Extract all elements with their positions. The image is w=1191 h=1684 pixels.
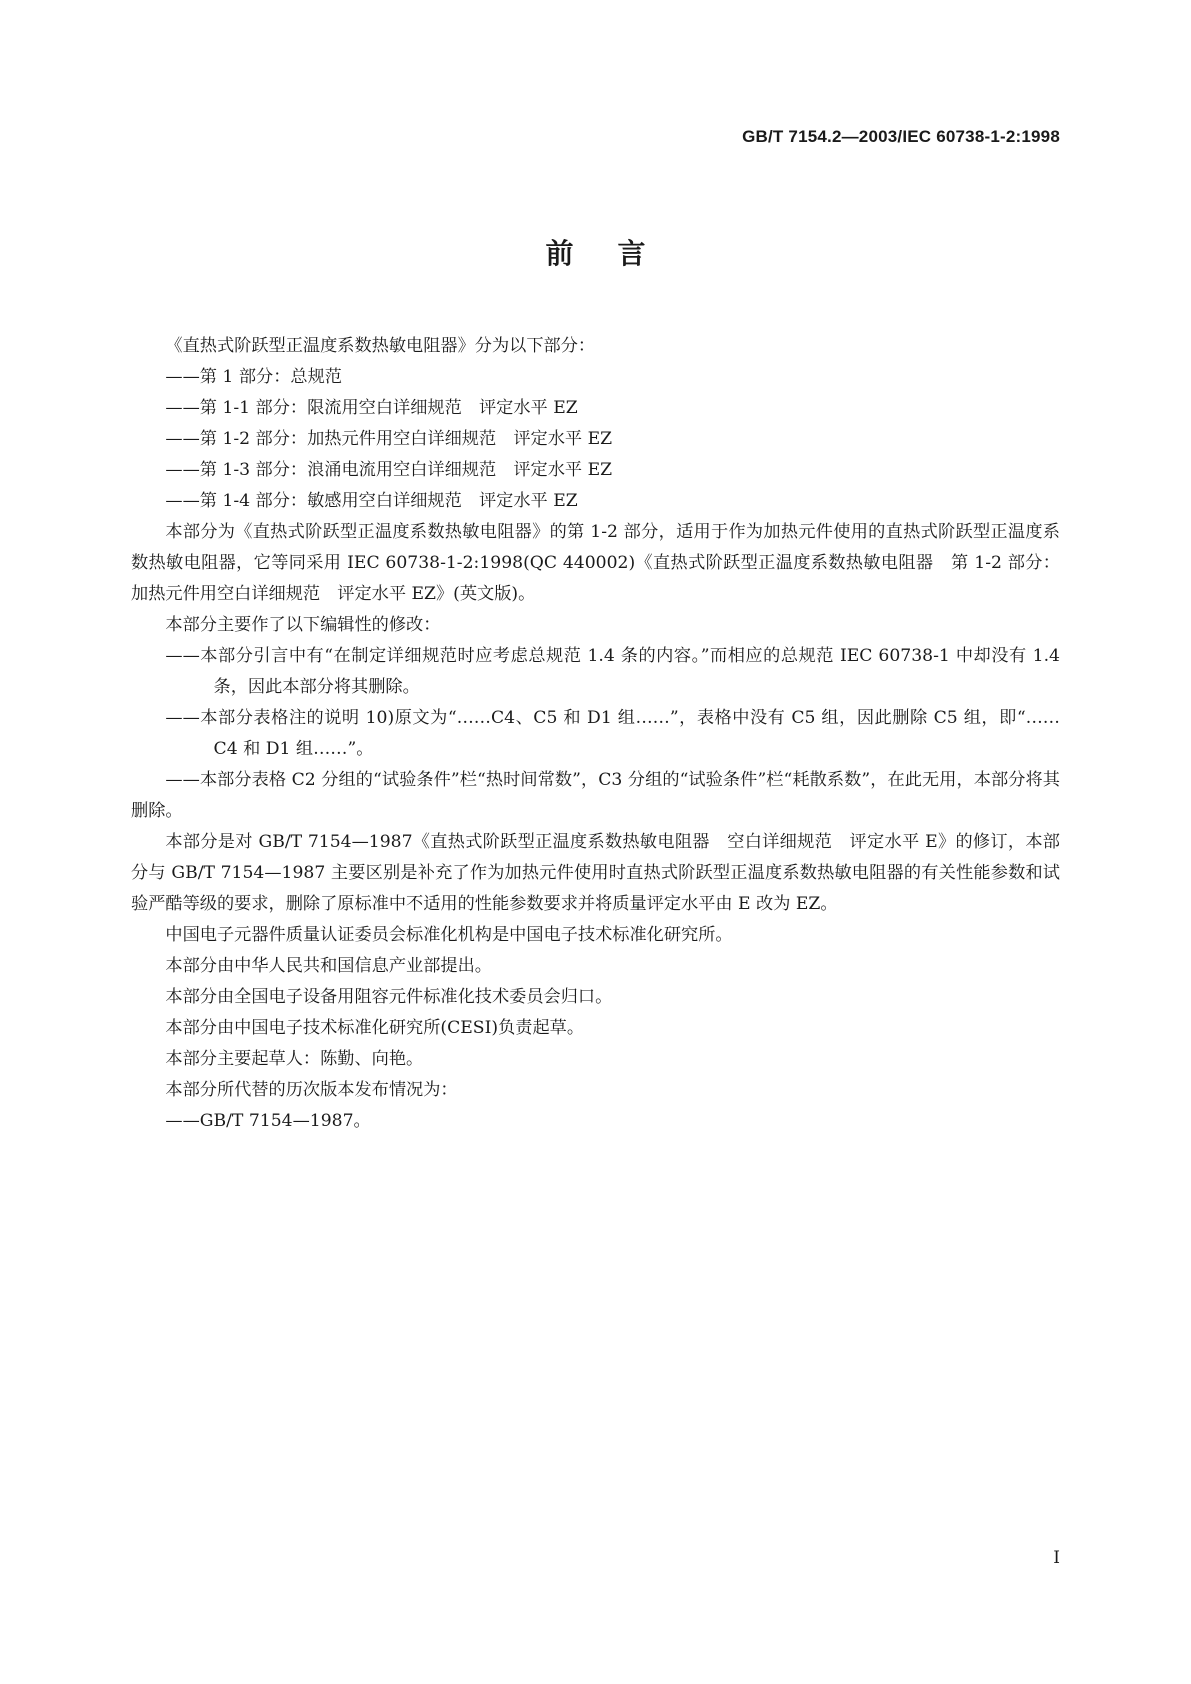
main-drafters: 本部分主要起草人：陈勤、向艳。 (165, 1049, 424, 1069)
foreword-body (131, 331, 1060, 1137)
drafted-by: 本部分由中国电子技术标准化研究所(CESI)负责起草。 (165, 1018, 585, 1038)
part-item-1-1: ——第 1-1 部分：限流用空白详细规范 评定水平 EZ (165, 398, 578, 418)
page-title: 前言 (545, 237, 690, 270)
centralized-by: 本部分由全国电子设备用阻容元件标准化技术委员会归口。 (165, 987, 613, 1007)
part-item-1-4: ——第 1-4 部分：敏感用空白详细规范 评定水平 EZ (165, 491, 578, 511)
history-intro: 本部分所代替的历次版本发布情况为： (165, 1080, 458, 1100)
scope-paragraph: 本部分为《直热式阶跃型正温度系数热敏电阻器》的第 1-2 部分，适用于作为加热元件使用的直热式阶跃型正温度系数热敏电阻器，它等同采用 IEC 60738-1-2:1998(QC 440002)《直热式阶跃型正温度系数热敏电阻器 第 1-2 部分：加热元件用空白详细规范 评定水平 EZ》(英文版)。 (131, 522, 1060, 604)
proposed-by: 本部分由中华人民共和国信息产业部提出。 (165, 956, 492, 976)
part-item-1: ——第 1 部分：总规范 (165, 367, 342, 387)
part-item-1-3: ——第 1-3 部分：浪涌电流用空白详细规范 评定水平 EZ (165, 460, 613, 480)
parts-intro: 《直热式阶跃型正温度系数热敏电阻器》分为以下部分： (165, 336, 596, 356)
modification-item-1: ——本部分引言中有“在制定详细规范时应考虑总规范 1.4 条的内容。”而相应的总规范 IEC 60738-1 中却没有 1.4 条，因此本部分将其删除。 (165, 646, 1060, 697)
modification-item-2: ——本部分表格注的说明 10)原文为“……C4、C5 和 D1 组……”，表格中没有 C5 组，因此删除 C5 组，即“……C4 和 D1 组……”。 (165, 708, 1060, 759)
standard-number-header: GB/T 7154.2—2003/IEC 60738-1-2:1998 (742, 127, 1060, 146)
modifications-intro: 本部分主要作了以下编辑性的修改： (165, 615, 441, 635)
revision-paragraph: 本部分是对 GB/T 7154—1987《直热式阶跃型正温度系数热敏电阻器 空白详细规范 评定水平 E》的修订，本部分与 GB/T 7154—1987 主要区别是补充了作为加热元件使用时直热式阶跃型正温度系数热敏电阻器的有关性能参数和试验严酷等级的要求，删除了原标准中不适用的性能参数要求并将质量评定水平由 E 改为 EZ。 (131, 832, 1060, 914)
page-number: I (1053, 1548, 1060, 1568)
modification-item-3: ——本部分表格 C2 分组的“试验条件”栏“热时间常数”，C3 分组的“试验条件”栏“耗散系数”，在此无用，本部分将其删除。 (131, 770, 1060, 821)
part-item-1-2: ——第 1-2 部分：加热元件用空白详细规范 评定水平 EZ (165, 429, 613, 449)
certification-paragraph: 中国电子元器件质量认证委员会标准化机构是中国电子技术标准化研究所。 (165, 925, 733, 945)
history-item: ——GB/T 7154—1987。 (165, 1111, 371, 1131)
